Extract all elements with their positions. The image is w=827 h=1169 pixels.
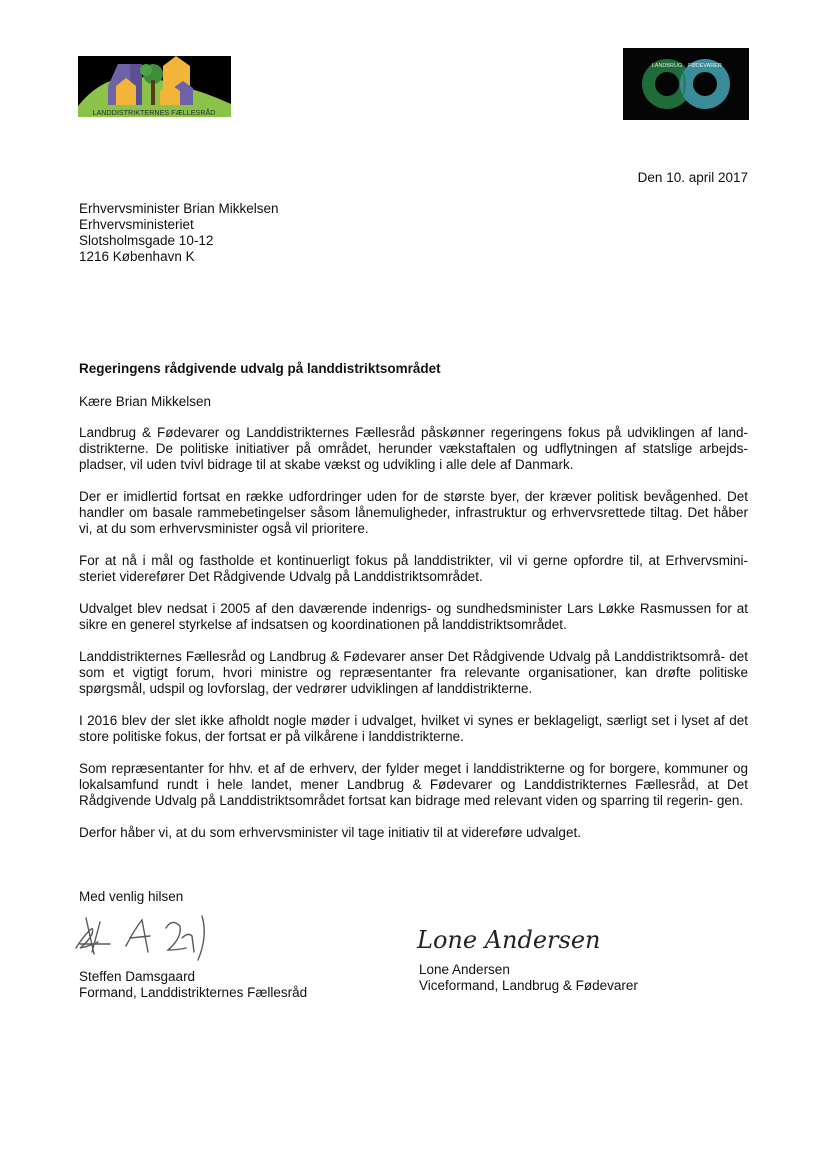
signatory-left xyxy=(79,969,307,1001)
body-paragraph: Landbrug & Fødevarer og Landdistrikternes Fællesråd påskønner regeringens fokus på udviklingen af land- distrikterne. De politiske initiativer på området, herunder vækstaftalen og udflytningen af statslige arbejds- pladser, vil uden tvivl bidrage til at skabe vækst og udvikling i alle dele af Danmark. xyxy=(79,425,748,472)
logo-text-foedevarer: FØDEVARER xyxy=(688,63,722,69)
recipient-address xyxy=(79,201,279,265)
recipient-line: Erhvervsministeriet xyxy=(79,217,194,232)
body-paragraph: Som repræsentanter for hhv. et af de erhverv, der fylder meget i landdistrikterne og for borgere, kommuner og lokalsamfund rundt i hele landet, mener Landbrug & Fødevarer og Landdistrikternes Fællesråd, at Det Rådgivende Udvalg på Landdistriktsområdet fortsat kan bidrage med relevant viden og sparring til regerin- gen. xyxy=(79,761,748,808)
letter-date: Den 10. april 2017 xyxy=(637,170,748,185)
signature-steffen-damsgaard xyxy=(70,908,220,968)
body-paragraph: I 2016 blev der slet ikke afholdt nogle møder i udvalget, hvilket vi synes er beklageligt, særligt set i lyset af det store politiske fokus, der fortsat er på vilkårene i landdistrikterne. xyxy=(79,713,748,744)
body-paragraph: Derfor håber vi, at du som erhvervsminister vil tage initiativ til at videreføre udvalget. xyxy=(79,825,581,840)
body-paragraph: Der er imidlertid fortsat en række udfordringer uden for de største byer, der kræver politisk bevågenhed. Det handler om basale rammebetingelser såsom lånemuligheder, infrastruktur og erhvervsrettede tiltag. Det håber vi, at du som erhvervsminister også vil prioritere. xyxy=(79,489,748,536)
body-paragraph: Udvalget blev nedsat i 2005 af den daværende indenrigs- og sundhedsminister Lars Løkke Rasmussen for at sikre en generel styrkelse af indsatsen og koordinationen på landdistriktsområdet. xyxy=(79,601,748,632)
recipient-line: 1216 København K xyxy=(79,249,195,264)
body-paragraph: For at nå i mål og fastholde et kontinuerligt fokus på landdistrikter, vil vi gerne opfordre til, at Erhvervsmini- steriet viderefører Det Rådgivende Udvalg på Landdistriktsområdet. xyxy=(79,553,748,584)
signatory-title: Formand, Landdistrikternes Fællesråd xyxy=(79,985,308,1000)
landdistrikternes-faellesraad-logo xyxy=(78,56,231,117)
letter-subject: Regeringens rådgivende udvalg på landdistriktsområdet xyxy=(79,361,441,376)
signatory-name: Lone Andersen xyxy=(419,962,510,977)
landbrug-foedevarer-logo xyxy=(623,48,749,120)
body-paragraph: Landdistrikternes Fællesråd og Landbrug & Fødevarer anser Det Rådgivende Udvalg på Landdistriktsområ- det som et vigtigt forum, hvori ministre og repræsentanter fra relevante organisationer, kan drøfte politiske spørgsmål, udspil og lovforslag, der vedrører udviklingen af landdistrikterne. xyxy=(79,649,748,696)
signatory-title: Viceformand, Landbrug & Fødevarer xyxy=(419,978,638,993)
recipient-line: Slotsholmsgade 10-12 xyxy=(79,233,214,248)
signature-script: Lone Andersen xyxy=(417,926,601,954)
logo-caption: LANDDISTRIKTERNES FÆLLESRÅD xyxy=(92,108,216,117)
signatory-right xyxy=(419,962,638,994)
signature-lone-andersen xyxy=(415,918,601,958)
recipient-line: Erhvervsminister Brian Mikkelsen xyxy=(79,201,279,216)
letter-body xyxy=(79,425,748,841)
salutation: Kære Brian Mikkelsen xyxy=(79,394,212,409)
logo-text-landbrug: LANDBRUG xyxy=(651,63,683,69)
signatory-name: Steffen Damsgaard xyxy=(79,969,196,984)
closing: Med venlig hilsen xyxy=(79,889,184,904)
